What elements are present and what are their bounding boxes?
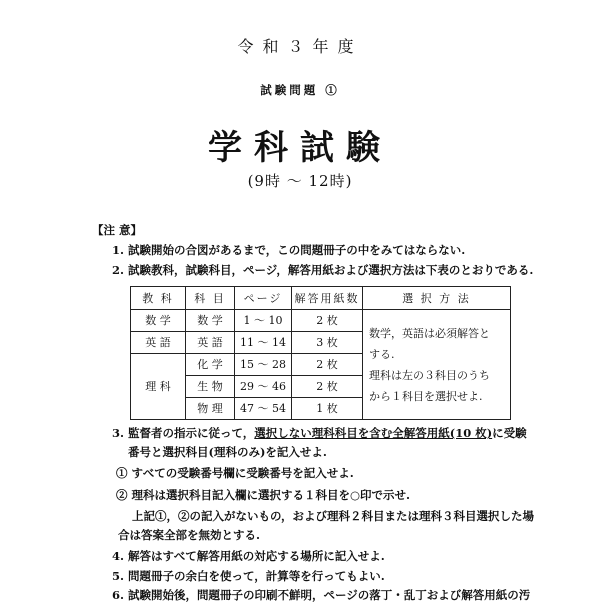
method-line: 数学，英語は必須解答と [369, 326, 490, 340]
note-item-3-sub2: ② 理科は選択科目記入欄に選択する１科目を○印で示せ. [116, 488, 411, 502]
cell-sheets: 2 枚 [292, 376, 363, 398]
method-line: する. [369, 347, 395, 361]
notes-heading: 【注 意】 [92, 223, 143, 237]
cell-subject: 数 学 [131, 310, 186, 332]
header-subject: 教 科 [131, 287, 186, 310]
header-method: 選 択 方 法 [363, 287, 511, 310]
header-pages: ページ [235, 287, 292, 310]
cell-pages: 11 ～ 14 [235, 332, 292, 354]
cell-course: 生 物 [186, 376, 235, 398]
header-sheets: 解答用紙数 [292, 287, 363, 310]
cell-pages: 1 ～ 10 [235, 310, 292, 332]
cell-sheets: 2 枚 [292, 310, 363, 332]
cell-sheets: 1 枚 [292, 398, 363, 420]
era-heading: 令和３年度 [237, 37, 363, 56]
note-item-3-end: に受験 [492, 426, 527, 440]
cell-course: 数 学 [186, 310, 235, 332]
cell-sheets: 3 枚 [292, 332, 363, 354]
cell-method [363, 310, 511, 420]
note-item-3-emphasis: 選択しない理科科目を含む全解答用紙(10 枚) [254, 426, 493, 440]
note-item-3-remark: 上記①，②の記入がないもの，および理科２科目または理科３科目選択した場 [132, 509, 535, 523]
note-item-5: 5. 問題冊子の余白を使って，計算等を行ってもよい. [112, 569, 385, 583]
table-row [131, 310, 511, 332]
cell-pages: 47 ～ 54 [235, 398, 292, 420]
cell-sheets: 2 枚 [292, 354, 363, 376]
exam-number: 試験問題 ① [260, 83, 340, 97]
note-item-3-start: 3. 監督者の指示に従って， [112, 426, 255, 440]
note-item-2: 2. 試験教科，試験科目，ページ，解答用紙および選択方法は下表のとおりである. [112, 263, 534, 277]
method-line: 理科は左の３科目のうち [369, 368, 490, 382]
header-course: 科 目 [186, 287, 235, 310]
exam-time: (9時 ～ 12時) [247, 172, 353, 190]
method-line: から１科目を選択せよ. [369, 389, 483, 403]
selection-table [130, 286, 511, 420]
cell-subject: 英 語 [131, 332, 186, 354]
note-item-3-remark-cont: 合は答案全部を無効とする. [118, 528, 261, 542]
note-item-6: 6. 試験開始後，問題冊子の印刷不鮮明，ページの落丁・乱丁および解答用紙の汚 [112, 588, 531, 602]
note-item-4: 4. 解答はすべて解答用紙の対応する場所に記入せよ. [112, 549, 385, 563]
page-title: 学科試験 [208, 128, 392, 168]
cell-course: 物 理 [186, 398, 235, 420]
note-item-3 [112, 426, 527, 440]
cell-subject: 理 科 [131, 354, 186, 420]
note-item-1: 1. 試験開始の合図があるまで，この問題冊子の中をみてはならない. [112, 243, 466, 257]
cell-course: 化 学 [186, 354, 235, 376]
cell-pages: 15 ～ 28 [235, 354, 292, 376]
note-item-3-cont: 番号と選択科目(理科のみ)を記入せよ. [128, 445, 327, 459]
cell-pages: 29 ～ 46 [235, 376, 292, 398]
note-item-3-sub1: ① すべての受験番号欄に受験番号を記入せよ. [116, 466, 354, 480]
table-header-row [131, 287, 511, 310]
cell-course: 英 語 [186, 332, 235, 354]
